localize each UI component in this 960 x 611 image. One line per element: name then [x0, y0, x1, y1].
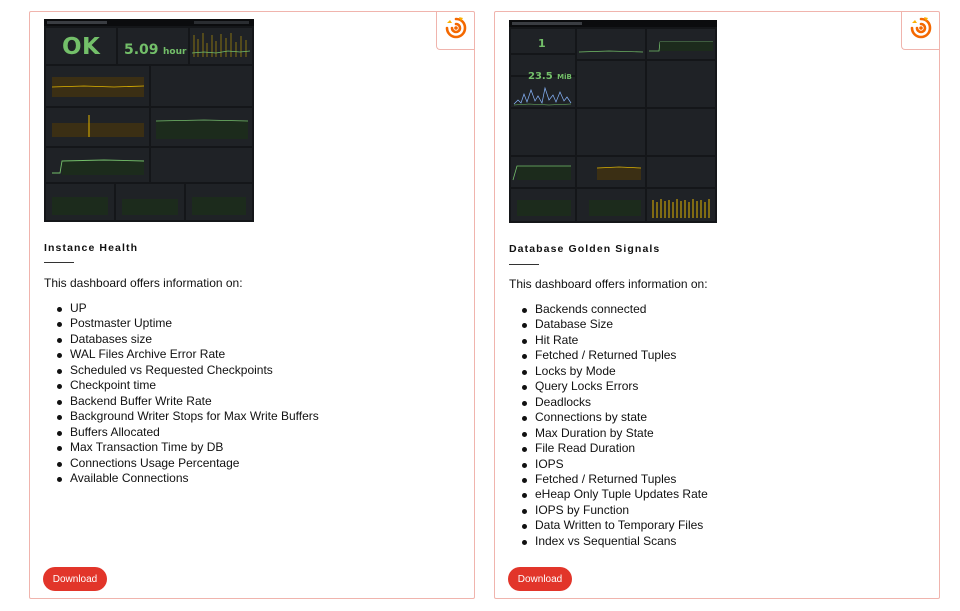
list-item: Connections by state [535, 410, 708, 425]
thumbnail-stat-size-value: 23.5 [528, 71, 553, 82]
dashboard-thumbnail [44, 19, 254, 222]
grafana-logo-icon [443, 15, 469, 46]
feature-list [535, 302, 708, 549]
list-item: Databases size [70, 332, 319, 347]
thumbnail-stat-size-unit: MiB [557, 73, 572, 81]
grafana-logo-icon [908, 15, 934, 46]
list-item: Max Transaction Time by DB [70, 440, 319, 455]
grafana-logo [901, 12, 939, 50]
thumbnail-stat-backends: 1 [538, 37, 546, 50]
list-item: Hit Rate [535, 333, 708, 348]
dashboard-thumbnail [509, 20, 717, 223]
list-item: WAL Files Archive Error Rate [70, 347, 319, 362]
list-item: Fetched / Returned Tuples [535, 348, 708, 363]
list-item: Connections Usage Percentage [70, 456, 319, 471]
list-item: UP [70, 301, 319, 316]
thumbnail-stat-uptime-value: 5.09 [124, 42, 159, 58]
card-intro: This dashboard offers information on: [44, 276, 243, 290]
list-item: IOPS [535, 457, 708, 472]
list-item: Postmaster Uptime [70, 316, 319, 331]
list-item: Scheduled vs Requested Checkpoints [70, 363, 319, 378]
grafana-logo [436, 12, 474, 50]
list-item: eHeap Only Tuple Updates Rate [535, 487, 708, 502]
thumbnail-stat-uptime [124, 41, 186, 59]
thumbnail-stat-ok: OK [62, 34, 101, 60]
list-item: Query Locks Errors [535, 379, 708, 394]
dashboard-card-database-golden-signals [494, 11, 940, 599]
list-item: Database Size [535, 317, 708, 332]
list-item: Locks by Mode [535, 364, 708, 379]
download-button[interactable]: Download [43, 567, 107, 591]
list-item: Available Connections [70, 471, 319, 486]
thumbnail-stat-size [528, 66, 572, 84]
list-item: Data Written to Temporary Files [535, 518, 708, 533]
list-item: IOPS by Function [535, 503, 708, 518]
list-item: Background Writer Stops for Max Write Buffers [70, 409, 319, 424]
card-title: Database Golden Signals [509, 243, 661, 255]
title-divider [509, 264, 539, 265]
list-item: File Read Duration [535, 441, 708, 456]
thumbnail-stat-uptime-unit: hour [163, 47, 187, 57]
list-item: Backend Buffer Write Rate [70, 394, 319, 409]
title-divider [44, 262, 74, 263]
list-item: Backends connected [535, 302, 708, 317]
list-item: Buffers Allocated [70, 425, 319, 440]
download-button[interactable]: Download [508, 567, 572, 591]
list-item: Fetched / Returned Tuples [535, 472, 708, 487]
list-item: Max Duration by State [535, 426, 708, 441]
feature-list [70, 301, 319, 486]
card-title: Instance Health [44, 242, 139, 254]
card-intro: This dashboard offers information on: [509, 277, 708, 291]
list-item: Deadlocks [535, 395, 708, 410]
dashboard-card-instance-health [29, 11, 475, 599]
list-item: Checkpoint time [70, 378, 319, 393]
list-item: Index vs Sequential Scans [535, 534, 708, 549]
